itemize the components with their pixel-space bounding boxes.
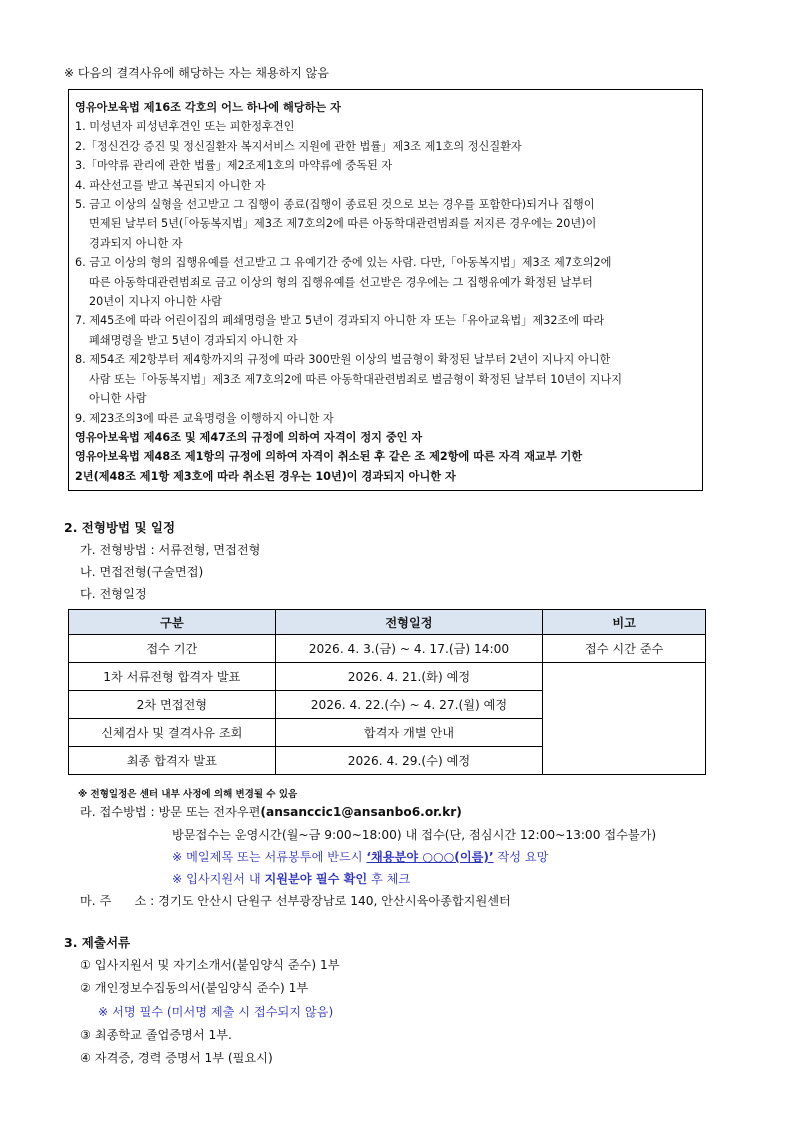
document-item: ① 입사지원서 및 자기소개서(붙임양식 준수) 1부 [80,958,340,972]
interview-type: 나. 면접전형(구술면접) [80,565,204,579]
disqual-line: 경과되지 아니한 자 [89,236,183,250]
visit-hours: 방문접수는 운영시간(월~금 9:00~18:00) 내 접수(단, 점심시간 12:00~13:00 접수불가) [172,828,657,842]
table-row [69,663,706,691]
schedule-label: 다. 전형일정 [80,587,147,601]
application-email[interactable]: (ansanccic1@ansanbo6.or.kr) [260,805,462,819]
disqual-line: 7. 제45조에 따라 어린이집의 폐쇄명령을 받고 5년이 경과되지 아니한 자 또는「유아교육법」제32조에 따라 [75,314,605,328]
disqual-line: 폐쇄명령을 받고 5년이 경과되지 아니한 자 [89,333,298,347]
application-method-label: 라. 접수방법 : 방문 또는 전자우편 [80,805,261,819]
checkbox-note [172,870,410,887]
address-label: 마. 주 소 : [80,894,159,908]
table-cell: 2026. 4. 21.(화) 예정 [275,663,543,691]
address-row [80,892,511,909]
application-method [80,803,462,820]
table-header: 비고 [543,610,706,635]
signature-note: ※ 서명 필수 (미서명 제출 시 접수되지 않음) [98,1005,334,1019]
table-cell: 2차 면접전형 [69,691,276,719]
disqual-line: 5. 금고 이상의 실형을 선고받고 그 집행이 종료(집행이 종료된 것으로 보는 경우를 포함한다)되거나 집행이 [75,198,595,212]
note-emphasis: ‘채용분야 ○○○(이름)’ [366,850,494,864]
table-row [69,635,706,663]
table-cell: 접수 기간 [69,635,276,663]
section3-title: 3. 제출서류 [64,935,131,950]
table-header-row [69,610,706,635]
document-item: ③ 최종학교 졸업증명서 1부. [80,1028,232,1042]
disqual-footer: 영유아보육법 제46조 및 제47조의 규정에 의하여 자격이 정지 중인 자 [75,430,423,444]
disqual-footer: 영유아보육법 제48조 제1항의 규정에 의하여 자격이 취소된 후 같은 조 제2항에 따른 자격 재교부 기한 [75,450,583,464]
table-cell: 신체검사 및 결격사유 조회 [69,719,276,747]
disqual-line: 사람 또는「아동복지법」제3조 제7호의2에 따른 아동학대관련범죄로 벌금형이 확정된 날부터 10년이 지나지 [89,372,623,386]
document-item: ② 개인정보수집동의서(붙임양식 준수) 1부 [80,981,309,995]
table-cell: 1차 서류전형 합격자 발표 [69,663,276,691]
address-value: 경기도 안산시 단원구 선부광장남로 140, 안산시육아종합지원센터 [158,894,511,908]
selection-method: 가. 전형방법 : 서류전형, 면접전형 [80,543,261,557]
document-item: ④ 자격증, 경력 증명서 1부 (필요시) [80,1051,273,1065]
note-emphasis: 지원분야 필수 확인 [264,872,368,886]
table-cell: 접수 시간 준수 [543,635,706,663]
disqual-line: 8. 제54조 제2항부터 제4항까지의 규정에 따라 300만원 이상의 벌금형이 확정된 날부터 2년이 지나지 아니한 [75,353,611,367]
table-cell: 2026. 4. 3.(금) ~ 4. 17.(금) 14:00 [275,635,543,663]
disqual-line: 4. 파산선고를 받고 복권되지 아니한 자 [75,178,266,192]
disqual-heading: 영유아보육법 제16조 각호의 어느 하나에 해당하는 자 [75,101,341,114]
note-text: 후 체크 [367,872,411,886]
email-subject-note [172,848,548,865]
note-text: ※ 입사지원서 내 [172,872,265,886]
disqual-line: 3.「마약류 관리에 관한 법률」제2조제1호의 마약류에 중독된 자 [75,159,393,173]
table-cell-remark-empty [543,663,706,775]
table-header: 전형일정 [275,610,543,635]
disqualification-notice: ※ 다음의 결격사유에 해당하는 자는 채용하지 않음 [64,66,329,80]
disqualification-box [68,89,703,491]
schedule-table [68,609,706,775]
table-cell: 2026. 4. 22.(수) ~ 4. 27.(월) 예정 [275,691,543,719]
table-cell: 최종 합격자 발표 [69,747,276,775]
disqual-line: 9. 제23조의3에 따른 교육명령을 이행하지 아니한 자 [75,411,334,425]
disqual-line: 면제된 날부터 5년(「아동복지법」제3조 제7호의2에 따른 아동학대관련범죄를 저지른 경우에는 20년)이 [89,217,597,231]
disqual-line: 1. 미성년자 피성년후견인 또는 피한정후견인 [75,120,295,134]
disqual-line: 2.「정신건강 증진 및 정신질환자 복지서비스 지원에 관한 법률」제3조 제1호의 정신질환자 [75,139,522,153]
schedule-change-note: ※ 전형일정은 센터 내부 사정에 의해 변경될 수 있음 [78,789,298,800]
disqual-line: 20년이 지나지 아니한 사람 [89,295,222,309]
disqual-footer: 2년(제48조 제1항 제3호에 따라 취소된 경우는 10년)이 경과되지 아니한 자 [75,469,456,483]
section2-title: 2. 전형방법 및 일정 [64,520,176,535]
disqual-line: 아니한 사람 [89,392,147,406]
disqual-line: 따른 아동학대관련범죄로 금고 이상의 형의 집행유예를 선고받은 경우에는 그 집행유예가 확정된 날부터 [89,275,593,289]
note-text: ※ 메일제목 또는 서류봉투에 반드시 [172,850,367,864]
table-cell: 2026. 4. 29.(수) 예정 [275,747,543,775]
table-cell: 합격자 개별 안내 [275,719,543,747]
disqual-line: 6. 금고 이상의 형의 집행유예를 선고받고 그 유예기간 중에 있는 사람. 다만,「아동복지법」제3조 제7호의2에 [75,256,612,270]
note-text: 작성 요망 [493,850,549,864]
table-header: 구분 [69,610,276,635]
